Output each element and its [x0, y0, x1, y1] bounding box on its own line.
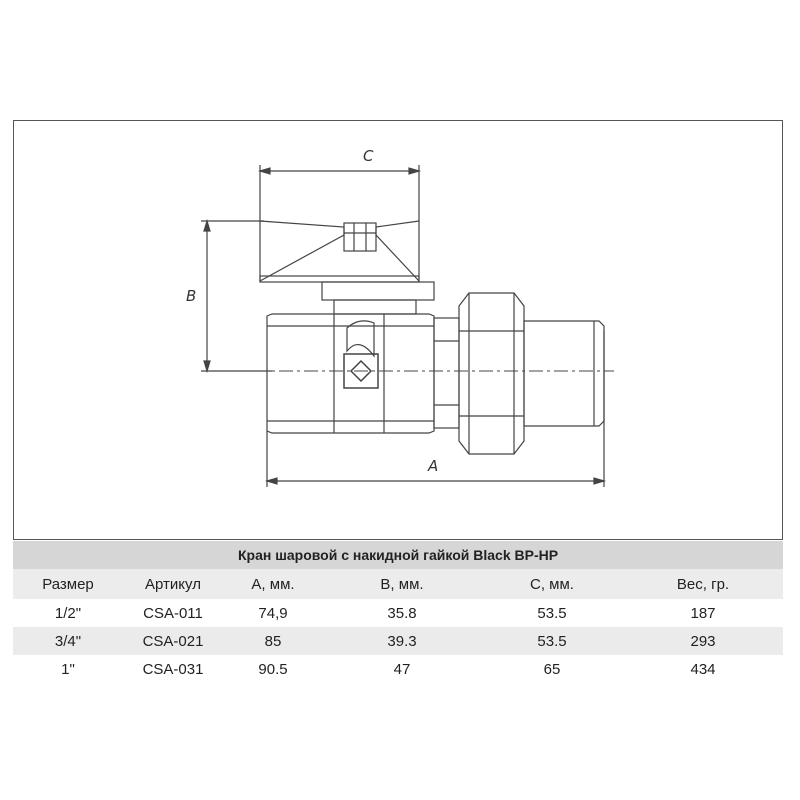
header-c: С, мм.	[481, 569, 623, 599]
cell-article: CSA-011	[123, 599, 223, 627]
cell-a: 85	[223, 627, 323, 655]
dimension-label-c: C	[363, 147, 374, 165]
dimension-b	[201, 221, 272, 371]
table-row	[13, 655, 783, 683]
table-title: Кран шаровой с накидной гайкой Black BP-HP	[13, 541, 783, 569]
cell-weight: 187	[623, 599, 783, 627]
cell-a: 74,9	[223, 599, 323, 627]
dimension-c	[260, 165, 419, 221]
cell-weight: 434	[623, 655, 783, 683]
cell-size: 3/4"	[13, 627, 123, 655]
valve-body	[267, 314, 434, 433]
dimension-label-b: B	[186, 287, 197, 305]
header-article: Артикул	[123, 569, 223, 599]
cell-article: CSA-031	[123, 655, 223, 683]
header-size: Размер	[13, 569, 123, 599]
valve-drawing	[14, 121, 784, 541]
butterfly-handle	[260, 221, 434, 314]
cell-b: 35.8	[323, 599, 481, 627]
table-row	[13, 599, 783, 627]
table-header-row	[13, 569, 783, 599]
header-weight: Вес, гр.	[623, 569, 783, 599]
technical-drawing-frame	[13, 120, 783, 540]
header-a: А, мм.	[223, 569, 323, 599]
male-tail	[524, 321, 604, 426]
cell-b: 47	[323, 655, 481, 683]
union-nut	[434, 293, 524, 454]
dimension-label-a: A	[428, 457, 439, 475]
cell-article: CSA-021	[123, 627, 223, 655]
cell-c: 53.5	[481, 599, 623, 627]
cell-b: 39.3	[323, 627, 481, 655]
cell-size: 1"	[13, 655, 123, 683]
table-row	[13, 627, 783, 655]
cell-c: 53.5	[481, 627, 623, 655]
specification-table	[13, 541, 783, 683]
cell-c: 65	[481, 655, 623, 683]
cell-a: 90.5	[223, 655, 323, 683]
cell-size: 1/2"	[13, 599, 123, 627]
header-b: В, мм.	[323, 569, 481, 599]
cell-weight: 293	[623, 627, 783, 655]
